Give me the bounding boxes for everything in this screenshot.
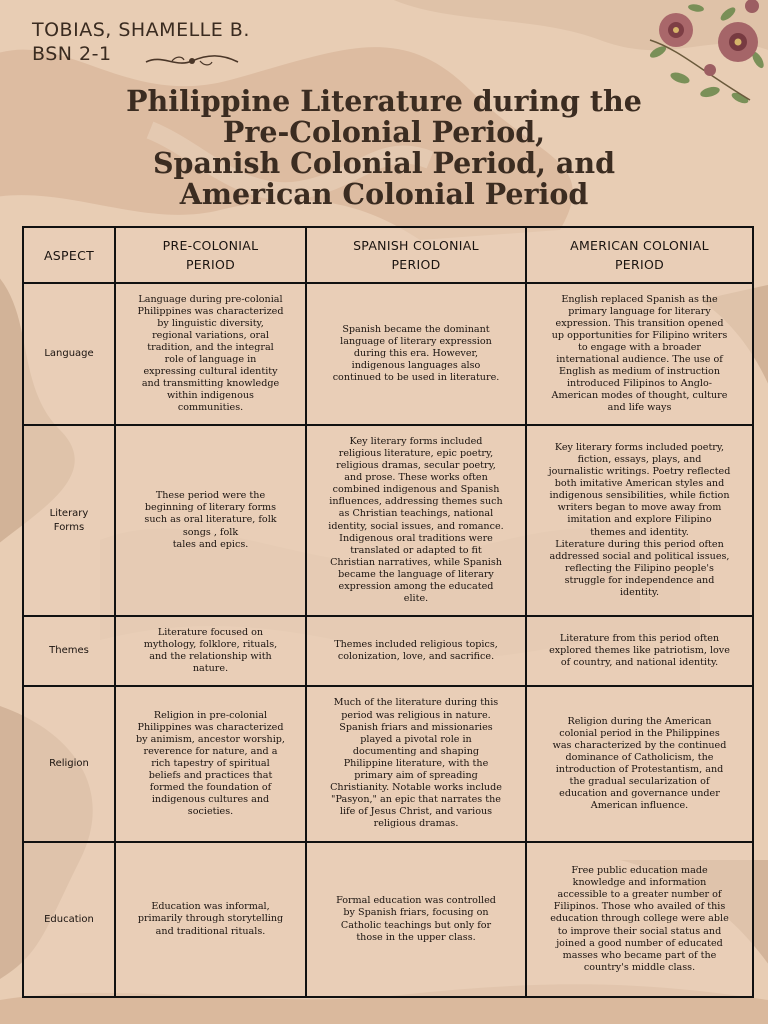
cell-text-line: combined indigenous and Spanish (332, 484, 500, 496)
cell-text-line: American modes of thought, culture (551, 390, 728, 402)
cell-text-line: Religion during the American (567, 715, 712, 727)
cell-text-line: Much of the literature during this (333, 697, 499, 709)
cell-text-line: role of language in (164, 354, 257, 365)
cell-text-line: by animism, ancestor worship, (136, 733, 285, 745)
pre-period-cell (115, 842, 306, 997)
american-period-cell (526, 686, 753, 842)
cell-text-line: Religion in pre-colonial (153, 709, 268, 721)
cell-text-line: mythology, folklore, rituals, (143, 638, 278, 650)
cell-text-line: Spanish became the dominant (342, 323, 490, 335)
cell-text-line: tradition, and the integral (147, 341, 274, 353)
cell-text-line: Spanish friars and missionaries (339, 721, 493, 733)
pre-period-cell (115, 425, 306, 616)
cell-text-line: within indigenous (167, 390, 254, 402)
header-line: AMERICAN COLONIAL (570, 238, 709, 253)
cell-text-line: English as medium of instruction (558, 366, 721, 378)
cell-text-line: beliefs and practices that (148, 770, 273, 782)
header-line: SPANISH COLONIAL (353, 238, 479, 253)
cell-text-line: expression. This transition opened (555, 317, 724, 329)
cell-text-line: themes and identity. (590, 526, 689, 538)
cell-text-line: primary aim of spreading (354, 770, 478, 782)
cell-text-line: and the relationship with (149, 651, 272, 662)
cell-text-line: reflecting the Filipino people's (565, 562, 714, 574)
header-line: PERIOD (391, 257, 441, 272)
cell-text-line: language of literary expression (340, 335, 492, 347)
cell-text-line: societies. (187, 806, 234, 818)
column-header-aspect (23, 227, 115, 283)
cell-text-line: indigenous cultures and (151, 794, 270, 806)
cell-text-line: writers began to move away from (557, 502, 722, 514)
column-header-spanish-colonial (306, 227, 526, 283)
cell-text-line: colonial period in the Philippines (559, 727, 720, 739)
table-body (23, 283, 753, 997)
cell-text-line: the gradual secularization of (569, 776, 710, 788)
cell-text-line: Language during pre-colonial (138, 293, 283, 305)
cell-text-line: translated or adapted to fit (350, 544, 482, 556)
cell-text-line: formed the foundation of (149, 782, 272, 794)
cell-text-line: as Christian teachings, national (338, 508, 494, 520)
cell-text-line: by Spanish friars, focusing on (343, 907, 489, 919)
header-line: PERIOD (614, 257, 665, 272)
cell-text-line: fiction, essays, plays, and (577, 453, 702, 465)
cell-text-line: and traditional rituals. (155, 925, 266, 937)
american-period-cell (526, 842, 753, 997)
spanish-period-cell (306, 842, 526, 997)
cell-text-line: to improve their social status and (557, 925, 722, 937)
cell-text-line: Philippines was characterized (137, 305, 284, 317)
header-line: PRE-COLONIAL (162, 238, 259, 253)
cell-text-line: Catholic teachings but only for (340, 919, 492, 931)
cell-text-line: and life ways (607, 402, 672, 414)
cell-text-line: English replaced Spanish as the (561, 293, 718, 305)
cell-text-line: "Pasyon," an epic that narrates the (331, 794, 501, 806)
pre-period-cell (115, 686, 306, 842)
comparison-table (22, 226, 754, 998)
cell-text-line: religious literature, epic poetry, (338, 447, 494, 459)
table-row (23, 842, 753, 997)
cell-text-line: tales and epics. (172, 538, 249, 550)
header-line: ASPECT (43, 247, 95, 263)
cell-text-line: addressed social and political issues, (549, 550, 730, 562)
cell-text-line: joined a good number of educated (556, 937, 723, 949)
cell-text-line: accessible to a greater number of (557, 889, 722, 901)
cell-text-line: primarily through storytelling (137, 913, 284, 925)
cell-text-line: knowledge and information (572, 877, 707, 889)
aspect-cell (23, 842, 115, 997)
cell-text-line: songs , folk (182, 526, 239, 538)
cell-text-line: reverence for nature, and a (143, 745, 278, 757)
cell-text-line: indigenous languages also (351, 360, 481, 372)
aspect-line: Literary (49, 507, 89, 519)
cell-text-line: Key literary forms included poetry, (554, 441, 725, 453)
cell-text-line: both imitative American styles and (554, 478, 725, 490)
table-row (23, 686, 753, 842)
cell-text-line: to engage with a broader (577, 341, 702, 353)
cell-text-line: religious dramas, secular poetry, (336, 460, 496, 472)
page-title (0, 86, 768, 210)
spanish-period-cell (306, 425, 526, 616)
cell-text-line: Free public education made (571, 865, 708, 877)
cell-text-line: rich tapestry of spiritual (151, 757, 270, 769)
cell-text-line: American influence. (590, 800, 689, 812)
aspect-line: Religion (49, 758, 89, 769)
column-header-american-colonial (526, 227, 753, 283)
aspect-cell (23, 425, 115, 616)
cell-text-line: Christianity. Notable works include (330, 782, 502, 794)
cell-text-line: indigenous sensibilities, while fiction (549, 490, 730, 502)
title-line: Pre-Colonial Period, (222, 115, 546, 149)
cell-text-line: expression among the educated (338, 580, 494, 592)
american-period-cell (526, 283, 753, 425)
spanish-period-cell (306, 686, 526, 842)
cell-text-line: Philippine literature, with the (343, 757, 489, 769)
student-section: BSN 2-1 (32, 43, 112, 65)
aspect-line: Themes (49, 645, 89, 656)
aspect-cell (23, 616, 115, 686)
cell-text-line: struggle for independence and (564, 574, 715, 586)
cell-text-line: during this era. However, (353, 347, 479, 359)
cell-text-line: period was religious in nature. (341, 709, 491, 721)
cell-text-line: Key literary forms included (349, 435, 483, 447)
cell-text-line: dominance of Catholicism, the (565, 751, 714, 763)
title-line: American Colonial Period (179, 177, 589, 211)
table-header-row (23, 227, 753, 283)
aspect-line: Education (44, 913, 94, 925)
student-name: TOBIAS, SHAMELLE B. (32, 19, 250, 41)
cell-text-line: education and governance under (559, 788, 720, 800)
american-period-cell (526, 425, 753, 616)
flourish-ornament (142, 50, 242, 72)
cell-text-line: elite. (403, 593, 429, 605)
title-line: Philippine Literature during the (126, 84, 642, 118)
pre-period-cell (115, 283, 306, 425)
cell-text-line: Filipinos. Those who availed of this (553, 901, 726, 913)
table-row (23, 283, 753, 425)
cell-text-line: Education was informal, (151, 901, 270, 913)
table-row (23, 425, 753, 616)
cell-text-line: of country, and national identity. (560, 657, 719, 669)
cell-text-line: became the language of literary (338, 568, 494, 580)
cell-text-line: colonization, love, and sacrifice. (337, 651, 495, 662)
cell-text-line: nature. (192, 663, 229, 675)
pre-period-cell (115, 616, 306, 686)
cell-text-line: imitation and explore Filipino (567, 514, 712, 526)
cell-text-line: masses who became part of the (562, 949, 717, 961)
cell-text-line: religious dramas. (373, 818, 459, 830)
cell-text-line: life of Jesus Christ, and various (339, 806, 493, 818)
cell-text-line: explored themes like patriotism, love (549, 644, 730, 656)
cell-text-line: These period were the (155, 490, 266, 502)
cell-text-line: Christian narratives, while Spanish (330, 556, 502, 568)
cell-text-line: introduced Filipinos to Anglo- (566, 378, 713, 390)
cell-text-line: Literature during this period often (555, 538, 724, 550)
cell-text-line: and prose. These works often (344, 472, 488, 484)
aspect-line: Language (44, 348, 94, 359)
cell-text-line: beginning of literary forms (144, 502, 277, 514)
title-line: Spanish Colonial Period, and (152, 146, 616, 180)
cell-text-line: continued to be used in literature. (332, 372, 500, 384)
spanish-period-cell (306, 616, 526, 686)
cell-text-line: played a pivotal role in (360, 733, 472, 745)
table-row (23, 616, 753, 686)
cell-text-line: up opportunities for Filipino writers (551, 329, 728, 341)
american-period-cell (526, 616, 753, 686)
cell-text-line: primary language for literary (568, 305, 711, 317)
cell-text-line: international audience. The use of (556, 354, 723, 365)
cell-text-line: those in the upper class. (356, 931, 476, 943)
cell-text-line: introduction of Protestantism, and (555, 764, 724, 775)
cell-text-line: by linguistic diversity, (157, 317, 264, 329)
cell-text-line: was characterized by the continued (552, 739, 727, 751)
cell-text-line: Literature from this period often (559, 632, 720, 644)
header-line: PERIOD (185, 257, 236, 272)
column-header-pre-colonial (115, 227, 306, 283)
cell-text-line: and transmitting knowledge (141, 378, 280, 390)
cell-text-line: journalistic writings. Poetry reflected (548, 466, 731, 478)
cell-text-line: country's middle class. (583, 961, 696, 973)
cell-text-line: such as oral literature, folk (144, 514, 277, 526)
spanish-period-cell (306, 283, 526, 425)
cell-text-line: expressing cultural identity (143, 366, 278, 378)
cell-text-line: Indigenous oral traditions were (339, 532, 493, 544)
cell-text-line: documenting and shaping (352, 745, 480, 757)
aspect-cell (23, 686, 115, 842)
cell-text-line: Themes included religious topics, (334, 638, 498, 650)
cell-text-line: regional variations, oral (152, 329, 269, 341)
cell-text-line: Formal education was controlled (336, 895, 496, 907)
cell-text-line: education through college were able (550, 913, 729, 925)
aspect-cell (23, 283, 115, 425)
cell-text-line: identity. (619, 587, 660, 599)
cell-text-line: identity, social issues, and romance. (328, 520, 504, 532)
cell-text-line: Literature focused on (157, 626, 264, 638)
cell-text-line: communities. (177, 402, 244, 414)
aspect-line: Forms (53, 521, 85, 533)
cell-text-line: influences, addressing themes such (329, 496, 503, 508)
cell-text-line: Philippines was characterized (137, 721, 284, 733)
